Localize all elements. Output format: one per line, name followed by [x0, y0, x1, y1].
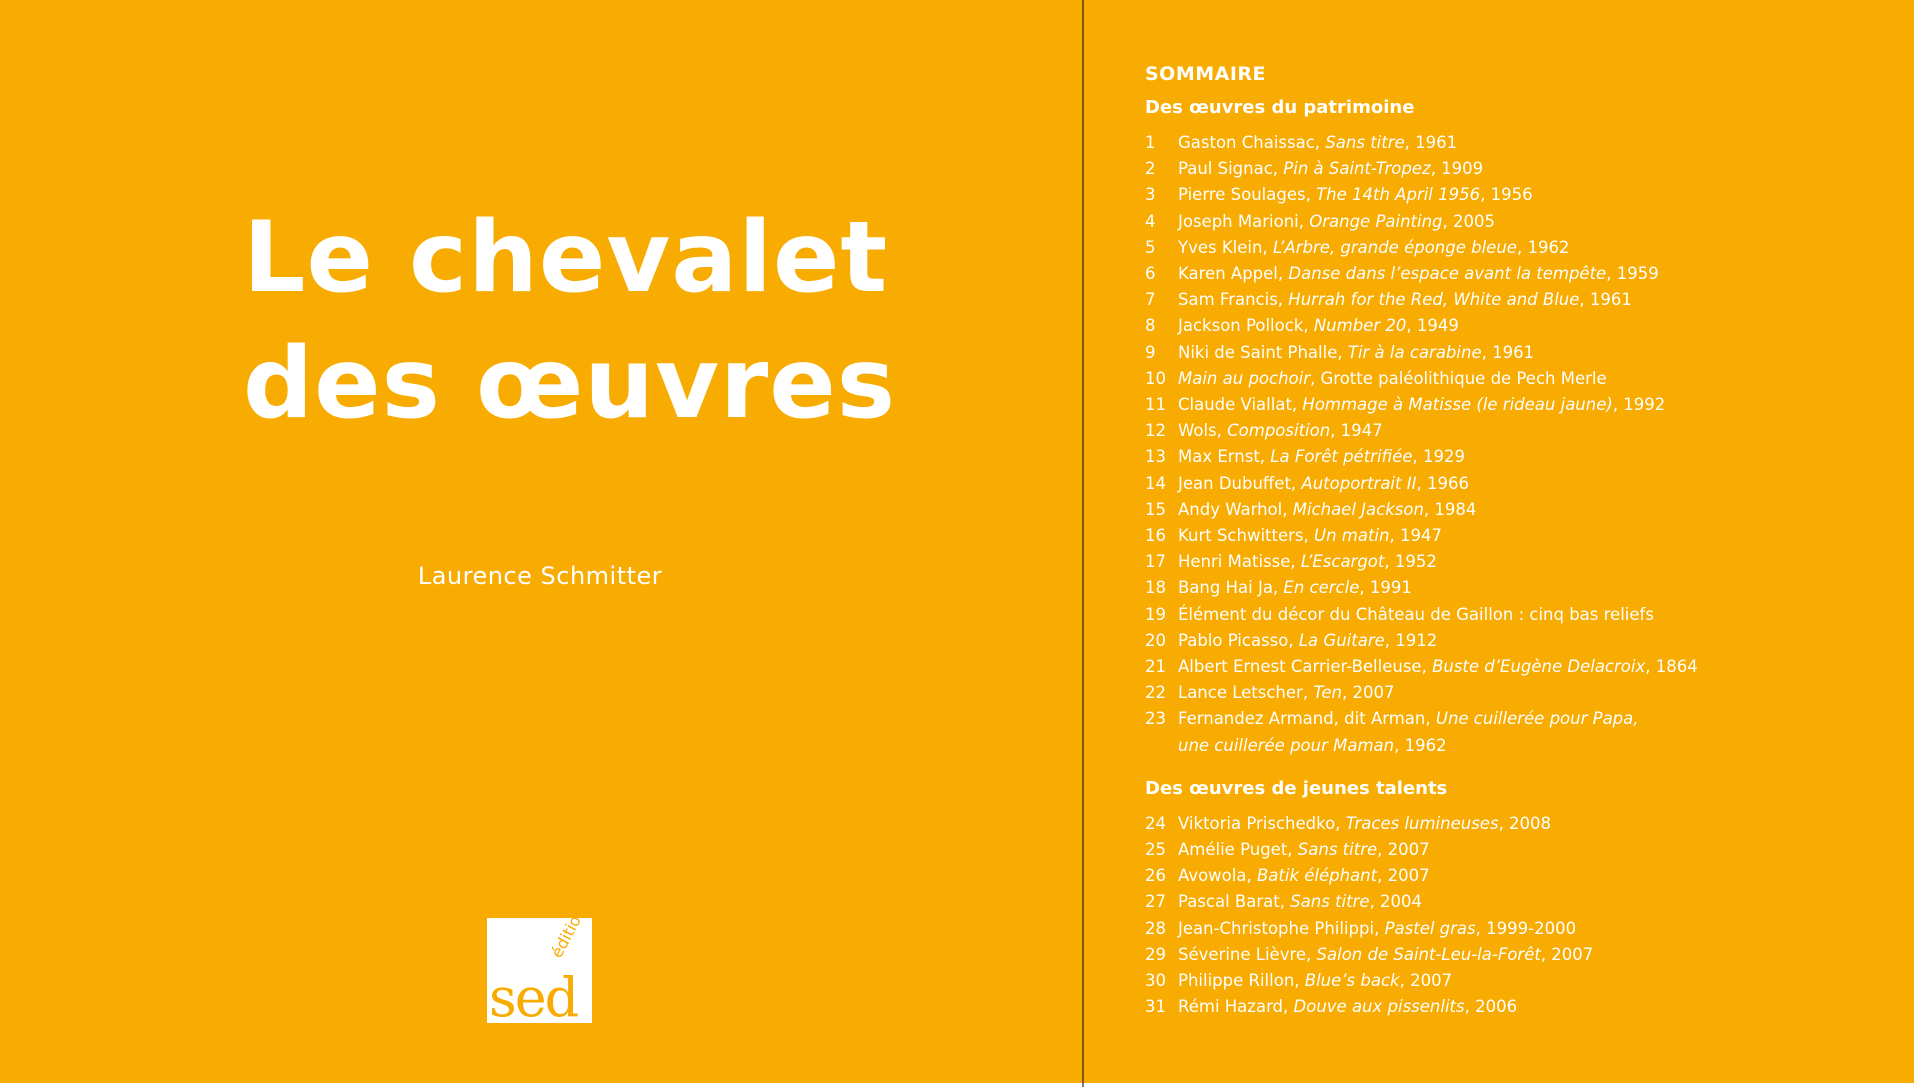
toc-entry	[1145, 444, 1885, 470]
entry-work-title: En cercle	[1283, 578, 1360, 598]
entry-artist: Rémi Hazard,	[1178, 997, 1294, 1017]
entry-number: 22	[1145, 683, 1166, 703]
entry-artist: Séverine Lièvre,	[1178, 944, 1317, 964]
toc-entry	[1145, 680, 1885, 706]
entry-work-title: L’Escargot	[1300, 552, 1385, 572]
entry-number: 5	[1145, 237, 1156, 257]
entry-number: 25	[1145, 840, 1166, 860]
entry-artist: Max Ernst,	[1178, 447, 1271, 467]
book-title	[243, 195, 896, 447]
entry-date: , 1962	[1394, 735, 1447, 755]
table-of-contents	[1145, 60, 1885, 1021]
entry-date: , 1999-2000	[1475, 918, 1577, 938]
toc-entry	[1145, 287, 1885, 313]
toc-entry	[1145, 209, 1885, 235]
entry-number: 11	[1145, 395, 1166, 415]
entry-number: 7	[1145, 290, 1156, 310]
entry-number: 24	[1145, 813, 1166, 833]
entry-date: , 2006	[1464, 997, 1518, 1017]
entry-artist: Sam Francis,	[1178, 290, 1289, 310]
entry-number: 12	[1145, 421, 1166, 441]
entry-date: , 1947	[1330, 421, 1383, 441]
book-title-line-1: Le chevalet	[243, 201, 889, 315]
book-title-line-2: des œuvres	[243, 327, 897, 441]
entry-date: , 1992	[1612, 395, 1666, 415]
toc-entry	[1145, 418, 1885, 444]
entry-work-title: Sans titre	[1297, 840, 1378, 860]
entry-date: , 1961	[1481, 342, 1535, 362]
entry-number: 17	[1145, 552, 1166, 572]
entry-text	[1178, 235, 1885, 261]
entry-text	[1178, 287, 1885, 313]
entry-work-title: Composition	[1227, 421, 1331, 441]
entry-number: 13	[1145, 447, 1166, 467]
toc-entry	[1145, 916, 1885, 942]
toc-entry	[1145, 575, 1885, 601]
entry-work-title: une cuillerée pour Maman	[1178, 735, 1395, 755]
author-name: Laurence Schmitter	[417, 562, 663, 590]
publisher-logo-sed: sed	[489, 966, 578, 1029]
entry-artist: Paul Signac,	[1178, 159, 1284, 179]
entry-text	[1178, 340, 1885, 366]
entry-text	[1178, 209, 1885, 235]
toc-entry	[1145, 549, 1885, 575]
entry-date: , 2007	[1540, 944, 1594, 964]
entry-date: , 1929	[1412, 447, 1465, 467]
entry-number: 4	[1145, 211, 1156, 231]
entry-artist: Pascal Barat,	[1178, 892, 1291, 912]
entry-date: , 1912	[1384, 630, 1438, 650]
entry-date: , 2004	[1369, 892, 1423, 912]
entry-number: 6	[1145, 264, 1156, 284]
entry-text	[1178, 313, 1885, 339]
entry-number	[1145, 733, 1178, 759]
entry-text	[1178, 706, 1885, 732]
entry-text	[1178, 471, 1885, 497]
entry-artist: Lance Letscher,	[1178, 683, 1314, 703]
entry-work-title: Main au pochoir	[1178, 368, 1311, 388]
entry-work-title: Autoportrait II	[1301, 473, 1417, 493]
entry-date: , 2007	[1377, 866, 1430, 886]
entry-text	[1178, 994, 1885, 1020]
section-heading: Des œuvres du patrimoine	[1145, 97, 1415, 118]
entry-text	[1178, 942, 1885, 968]
entry-number: 28	[1145, 918, 1166, 938]
entry-text	[1178, 523, 1885, 549]
toc-entry	[1145, 968, 1885, 994]
toc-entry	[1145, 235, 1885, 261]
toc-entry	[1145, 994, 1885, 1020]
entry-text	[1178, 628, 1885, 654]
entry-text	[1178, 182, 1885, 208]
toc-entry	[1145, 182, 1885, 208]
entry-artist: Pablo Picasso,	[1178, 630, 1299, 650]
entry-text	[1178, 968, 1885, 994]
entry-date: , 1952	[1384, 552, 1437, 572]
entry-artist: Jean Dubuffet,	[1178, 473, 1302, 493]
entry-text	[1178, 392, 1885, 418]
toc-entry	[1145, 156, 1885, 182]
toc-entry	[1145, 942, 1885, 968]
entry-number: 10	[1145, 368, 1166, 388]
entry-text	[1178, 602, 1885, 628]
entry-date: , 1959	[1606, 264, 1659, 284]
entry-date: , 1984	[1423, 499, 1477, 519]
entry-number: 8	[1145, 316, 1156, 336]
entry-number: 31	[1145, 997, 1166, 1017]
entry-artist: Joseph Marioni,	[1178, 211, 1310, 231]
entry-artist: Jackson Pollock,	[1178, 316, 1314, 336]
entry-number: 2	[1145, 159, 1156, 179]
toc-section-young-talents	[1145, 775, 1885, 1021]
entry-artist: Avowola,	[1178, 866, 1257, 886]
entry-artist: Albert Ernest Carrier-Belleuse,	[1178, 657, 1433, 677]
entry-text	[1178, 837, 1885, 863]
toc-entry	[1145, 340, 1885, 366]
toc-entry	[1145, 811, 1885, 837]
entry-work-title: Batik éléphant	[1256, 866, 1378, 886]
entry-work-title: Buste d’Eugène Delacroix	[1432, 657, 1646, 677]
entry-work-title: Salon de Saint-Leu-la-Forêt	[1316, 944, 1541, 964]
entry-artist: Pierre Soulages,	[1178, 185, 1317, 205]
entry-artist: Henri Matisse,	[1178, 552, 1301, 572]
toc-entry	[1145, 497, 1885, 523]
entry-work-title: La Guitare	[1298, 630, 1385, 650]
entry-work-title: Hurrah for the Red, White and Blue	[1288, 290, 1580, 310]
entry-date: , 1961	[1404, 133, 1458, 152]
entry-date: , 2007	[1341, 683, 1395, 703]
entry-number: 26	[1145, 866, 1166, 886]
entry-artist: Andy Warhol,	[1178, 499, 1293, 519]
entry-work-title: Sans titre	[1325, 133, 1405, 152]
entry-text	[1178, 444, 1885, 470]
toc-section-heritage	[1145, 94, 1885, 759]
entry-work-title: L’Arbre, grande éponge bleue	[1272, 237, 1517, 257]
entry-number: 30	[1145, 971, 1166, 991]
entry-date: , 2008	[1498, 813, 1552, 833]
entry-work-title: La Forêt pétrifiée	[1270, 447, 1413, 467]
entry-artist: Gaston Chaissac,	[1178, 133, 1326, 152]
entry-artist: Kurt Schwitters,	[1178, 526, 1314, 546]
entry-text	[1178, 366, 1885, 392]
toc-entry	[1145, 863, 1885, 889]
entry-work-title: Traces lumineuses	[1345, 813, 1499, 833]
entry-work-title: Un matin	[1314, 526, 1390, 546]
entry-artist: Philippe Rillon,	[1178, 971, 1305, 991]
section-heading: Des œuvres de jeunes talents	[1145, 777, 1448, 799]
entry-text	[1178, 156, 1885, 182]
entries-list	[1145, 130, 1885, 759]
entry-work-title: Blue’s back	[1304, 971, 1400, 991]
entry-work-title: Pastel gras	[1384, 918, 1476, 938]
entry-text	[1178, 497, 1885, 523]
entry-text	[1178, 680, 1885, 706]
entry-work-title: Douve aux pissenlits	[1293, 997, 1465, 1017]
toc-entry	[1145, 523, 1885, 549]
entry-number: 21	[1145, 657, 1166, 677]
entry-artist: Niki de Saint Phalle,	[1178, 342, 1348, 362]
entry-date: , Grotte paléolithique de Pech Merle	[1310, 368, 1607, 388]
entry-date: , 1961	[1579, 290, 1632, 310]
entry-work-title: Pin à Saint-Tropez	[1283, 159, 1431, 179]
entry-number: 18	[1145, 578, 1166, 598]
entry-work-title: Michael Jackson	[1292, 499, 1424, 519]
entry-text	[1178, 811, 1885, 837]
entry-date: , 1956	[1480, 185, 1533, 205]
entry-work-title: Orange Painting	[1309, 211, 1443, 231]
entry-text	[1178, 261, 1885, 287]
toc-heading: SOMMAIRE	[1145, 63, 1267, 85]
toc-entry	[1145, 130, 1885, 156]
entry-date: , 1947	[1389, 526, 1442, 546]
entry-number: 15	[1145, 499, 1166, 519]
entry-text	[1178, 549, 1885, 575]
toc-entry	[1145, 392, 1885, 418]
entry-work-title: Ten	[1313, 683, 1342, 703]
entry-number: 16	[1145, 526, 1166, 546]
entry-number: 9	[1145, 342, 1156, 362]
entry-text	[1178, 916, 1885, 942]
entry-date: , 2007	[1377, 840, 1430, 860]
entry-date: , 2005	[1442, 211, 1496, 231]
entry-work-title: Sans titre	[1290, 892, 1370, 912]
entry-number: 3	[1145, 185, 1156, 205]
entry-artist: Claude Viallat,	[1178, 395, 1303, 415]
entry-artist: Bang Hai Ja,	[1178, 578, 1284, 598]
entry-date: , 1864	[1645, 657, 1698, 677]
entry-number: 27	[1145, 892, 1166, 912]
entry-text	[1178, 575, 1885, 601]
entry-number: 19	[1145, 604, 1166, 624]
toc-entry	[1145, 733, 1885, 759]
entries-list	[1145, 811, 1885, 1021]
toc-entry	[1145, 889, 1885, 915]
entry-number: 29	[1145, 944, 1166, 964]
entry-text	[1178, 863, 1885, 889]
entry-artist: Karen Appel,	[1178, 264, 1289, 284]
entry-artist: Yves Klein,	[1178, 237, 1273, 257]
entry-work-title: Number 20	[1313, 316, 1407, 336]
entry-text	[1178, 654, 1885, 680]
toc-entry	[1145, 471, 1885, 497]
entry-work-title: Danse dans l’espace avant la tempête	[1288, 264, 1607, 284]
publisher-logo-editions: éditions	[547, 895, 594, 961]
toc-entry	[1145, 654, 1885, 680]
publisher-logo	[487, 895, 594, 1029]
toc-entry	[1145, 366, 1885, 392]
toc-entry	[1145, 837, 1885, 863]
entry-date: , 1949	[1406, 316, 1459, 336]
entry-text	[1178, 130, 1885, 156]
entry-artist: Wols,	[1178, 421, 1228, 441]
entry-work-title: Tir à la carabine	[1347, 342, 1482, 362]
page-gutter	[1082, 0, 1084, 1087]
entry-work-title: Hommage à Matisse (le rideau jaune)	[1302, 395, 1613, 415]
entry-work-title: The 14th April 1956	[1316, 185, 1481, 205]
entry-number: 20	[1145, 630, 1166, 650]
toc-entry	[1145, 706, 1885, 732]
toc-entry	[1145, 628, 1885, 654]
entry-number: 14	[1145, 473, 1166, 493]
entry-text	[1178, 733, 1885, 759]
entry-artist: Amélie Puget,	[1178, 840, 1298, 860]
entry-number: 1	[1145, 133, 1156, 152]
entry-text	[1178, 418, 1885, 444]
entry-work-title: Une cuillerée pour Papa,	[1435, 709, 1639, 729]
entry-date: , 1991	[1359, 578, 1412, 598]
entry-date: , 2007	[1399, 971, 1453, 991]
entry-date: , 1966	[1416, 473, 1469, 493]
entry-date: , 1962	[1516, 237, 1570, 257]
entry-artist: Fernandez Armand, dit Arman,	[1178, 709, 1436, 729]
toc-entry	[1145, 602, 1885, 628]
toc-entry	[1145, 313, 1885, 339]
entry-artist: Élément du décor du Château de Gaillon : cinq bas reliefs	[1178, 604, 1654, 624]
entry-artist: Viktoria Prischedko,	[1178, 813, 1346, 833]
entry-number: 23	[1145, 709, 1166, 729]
entry-artist: Jean-Christophe Philippi,	[1178, 918, 1385, 938]
entry-text	[1178, 889, 1885, 915]
toc-entry	[1145, 261, 1885, 287]
entry-date: , 1909	[1430, 159, 1484, 179]
